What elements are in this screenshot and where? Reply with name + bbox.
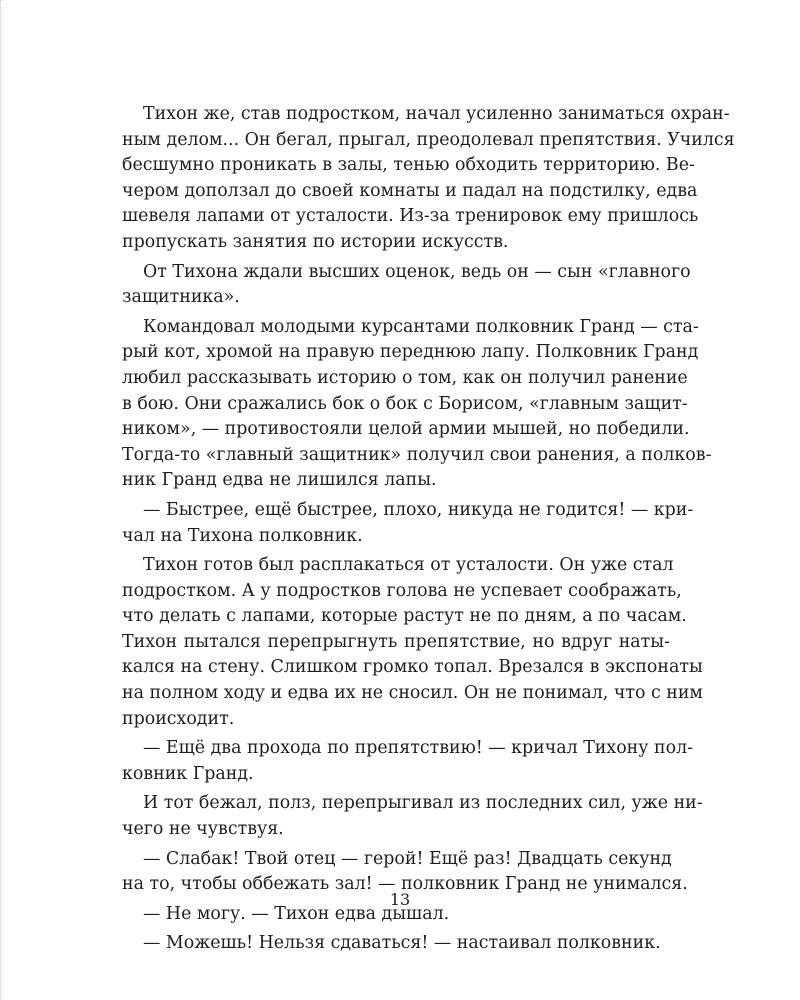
- text-line: подростком. А у подростков голова не успевает соображать,: [122, 580, 682, 601]
- paragraph: [122, 931, 670, 957]
- text-line: чал на Тихона полковник.: [122, 525, 363, 546]
- text-line: ник Гранд едва не лишился лапы.: [122, 470, 437, 491]
- paragraph: [122, 498, 694, 549]
- text-line: — Быстрее, ещё быстрее, плохо, никуда не годится! — кри-: [143, 499, 694, 520]
- text-line: Тогда-то «главный защитник» получил свои ранения, а полков-: [122, 444, 712, 465]
- page-number: 13: [389, 890, 411, 909]
- text-line: Тихон готов был расплакаться от усталости. Он уже стал: [143, 555, 674, 576]
- text-line: защитника».: [122, 287, 240, 308]
- text-line: кался на стену. Слишком громко топал. Врезался в экспонаты: [122, 657, 703, 678]
- text-line: в бою. Они сражались бок о бок с Борисом, «главным защит-: [122, 393, 688, 414]
- paragraph: [122, 553, 703, 732]
- book-page-text: [122, 98, 735, 957]
- paragraph: [122, 260, 691, 311]
- text-line: Тихон пытался перепрыгнуть препятствие, но вдруг наты-: [122, 631, 670, 652]
- text-line: чего не чувствуя.: [122, 819, 284, 840]
- text-line: ником», — противостояли целой армии мышей, но победили.: [122, 419, 690, 440]
- text-line: И тот бежал, полз, перепрыгивал из последних сил, уже ни-: [143, 793, 703, 814]
- text-line: ным делом... Он бегал, прыгал, преодолевал препятствия. Учился: [122, 129, 735, 150]
- paragraph: [122, 791, 703, 842]
- paragraph: [122, 102, 735, 256]
- text-line: — Можешь! Нельзя сдаваться! — настаивал полковник.: [143, 933, 661, 954]
- page-edge-decoration: [0, 0, 4, 1000]
- text-line: происходит.: [122, 708, 235, 729]
- text-line: — Не могу. — Тихон едва дышал.: [143, 903, 450, 924]
- text-line: ковник Гранд.: [122, 763, 254, 784]
- text-line: рый кот, хромой на правую переднюю лапу. Полковник Гранд: [122, 342, 699, 363]
- text-line: пропускать занятия по истории искусств.: [122, 231, 509, 252]
- text-line: Тихон же, став подростком, начал усиленно заниматься охран-: [143, 104, 730, 124]
- text-line: чером доползал до своей комнаты и падал на подстилку, едва: [122, 180, 698, 201]
- text-line: Командовал молодыми курсантами полковник Гранд — ста-: [143, 316, 699, 337]
- text-line: на полном ходу и едва их не сносил. Он не понимал, что с ним: [122, 683, 703, 704]
- text-line: — Ещё два прохода по препятствию! — кричал Тихону пол-: [143, 738, 694, 759]
- text-line: что делать с лапами, которые растут не по дням, а по часам.: [122, 606, 687, 627]
- text-line: — Слабак! Твой отец — герой! Ещё раз! Двадцать секунд: [143, 848, 672, 869]
- paragraph: [122, 736, 694, 787]
- text-line: бесшумно проникать в залы, тенью обходить территорию. Ве-: [122, 155, 695, 176]
- text-line: любил рассказывать историю о том, как он получил ранение: [122, 367, 688, 388]
- text-line: шевеля лапами от усталости. Из-за тренировок ему пришлось: [122, 206, 699, 227]
- text-line: на то, чтобы оббежать зал! — полковник Гранд не унимался.: [122, 874, 688, 895]
- paragraph: [122, 315, 712, 494]
- text-line: От Тихона ждали высших оценок, ведь он — сын «главного: [143, 261, 691, 282]
